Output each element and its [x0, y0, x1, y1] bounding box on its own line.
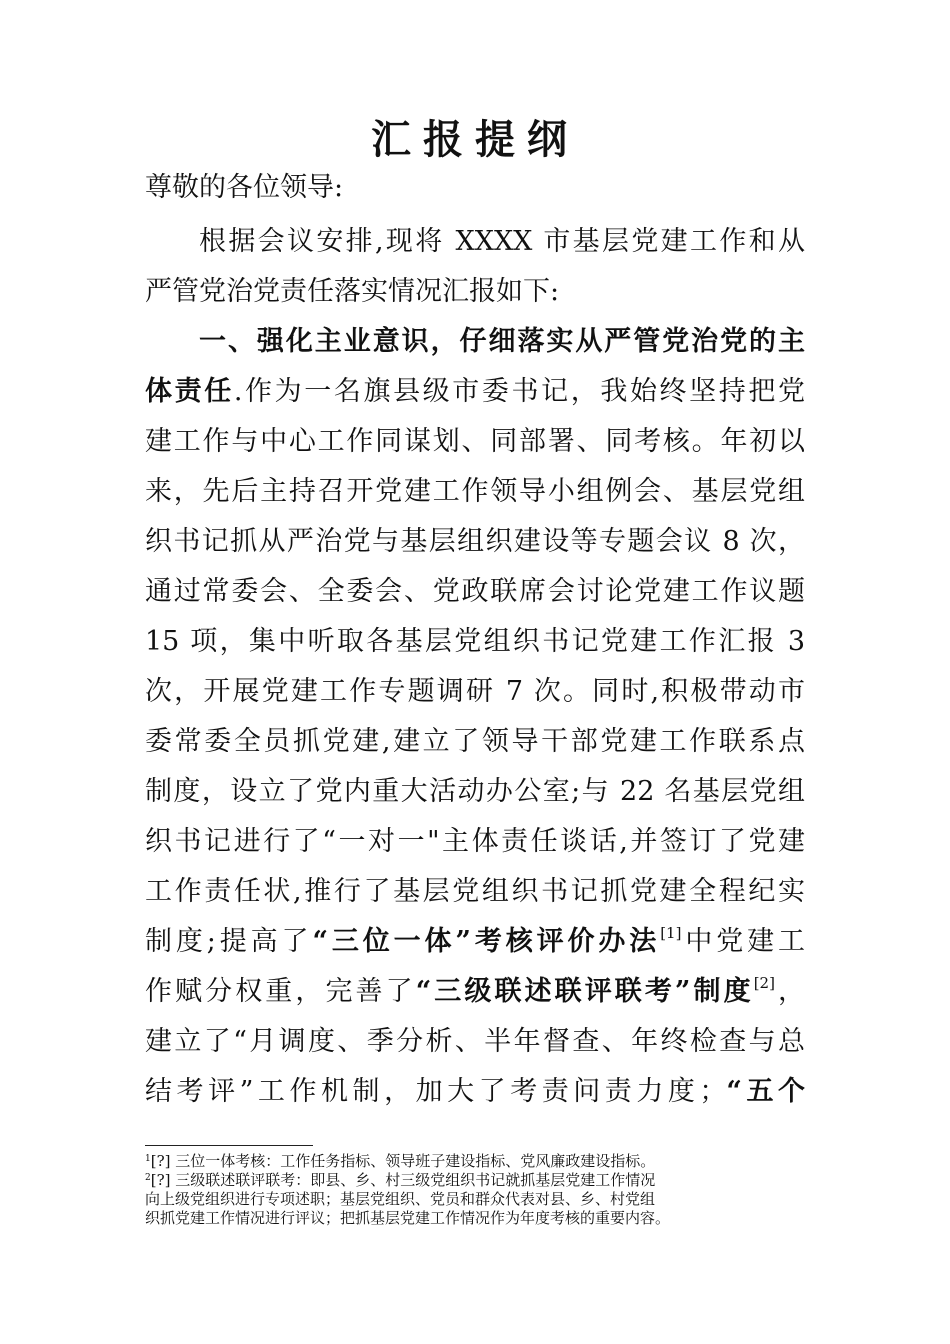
- footnote-separator: [145, 1145, 313, 1146]
- five-term: “五个: [726, 1076, 806, 1107]
- footnote-1: [145, 1152, 805, 1170]
- footnote-2-line-2: 向上级党组织进行专项述职；基层党组织、党员和群众代表对县、乡、村党组: [145, 1190, 656, 1208]
- footnote-1-text: [?] 三位一体考核：工作任务指标、领导班子建设指标、党风廉政建设指标。: [150, 1152, 656, 1170]
- salutation: 尊敬的各位领导:: [145, 172, 344, 203]
- three-in-one-term: “三位一体”考核评价办法: [312, 926, 661, 957]
- section-line-1: [145, 372, 805, 412]
- footnote-2-line-3: 织抓党建工作情况进行评议；把抓基层党建工作情况作为年度考核的重要内容。: [145, 1209, 671, 1227]
- body-line-15-end: ，: [774, 976, 806, 1007]
- body-line-15-start: 作赋分权重，完善了: [145, 976, 416, 1007]
- footnote-ref-2[interactable]: [2]: [753, 974, 775, 992]
- body-line: 来，先后主持召开党建工作领导小组例会、基层党组: [145, 476, 805, 507]
- body-line: 工作责任状,推行了基层党组织书记抓党建全程纪实: [145, 876, 805, 907]
- intro-line-1: 根据会议安排,现将 XXXX 市基层党建工作和从: [199, 226, 805, 257]
- body-line-17-start: 结考评”工作机制，加大了考责问责力度；: [145, 1076, 727, 1107]
- footnote-2-text: [?] 三级联述联评联考：即县、乡、村三级党组织书记就抓基层党建工作情况: [150, 1171, 656, 1189]
- body-line: 通过常委会、全委会、党政联席会讨论党建工作议题: [145, 576, 805, 607]
- body-line: 织书记抓从严治党与基层组织建设等专题会议 8 次，: [145, 526, 805, 557]
- footnote-ref-1[interactable]: [1]: [660, 924, 682, 942]
- body-line-15: [145, 972, 805, 1012]
- body-line: 次，开展党建工作专题调研 7 次。同时,积极带动市: [145, 676, 805, 707]
- body-line: 建工作与中心工作同谋划、同部署、同考核。年初以: [145, 426, 805, 457]
- body-line-14-end: 中党建工: [681, 926, 805, 957]
- footnote-2: [145, 1171, 805, 1189]
- document-title: 汇报提纲: [371, 116, 579, 163]
- body-line: 15 项，集中听取各基层党组织书记党建工作汇报 3: [145, 626, 805, 657]
- section-line-1-text: .作为一名旗县级市委书记，我始终坚持把党: [233, 376, 805, 407]
- body-line-14-start: 制度;提高了: [145, 926, 313, 957]
- body-line: 织书记进行了“一对一"主体责任谈话,并签订了党建: [145, 826, 805, 857]
- intro-line-2: 严管党治党责任落实情况汇报如下:: [145, 276, 560, 307]
- body-line: 制度，设立了党内重大活动办公室;与 22 名基层党组: [145, 776, 805, 807]
- body-line-16: 建立了“月调度、季分析、半年督查、年终检查与总: [145, 1026, 805, 1057]
- body-line-14: [145, 922, 805, 962]
- section-heading-line-1: 一、强化主业意识，仔细落实从严管党治党的主: [199, 326, 805, 357]
- footnote-1-mark: 1: [145, 1154, 151, 1164]
- body-line-17: [145, 1072, 805, 1112]
- three-level-term: “三级联述联评联考”制度: [415, 976, 754, 1007]
- footnote-2-mark: 2: [145, 1173, 151, 1183]
- body-line: 委常委全员抓党建,建立了领导干部党建工作联系点: [145, 726, 805, 757]
- section-heading-line-2: 体责任: [145, 376, 234, 407]
